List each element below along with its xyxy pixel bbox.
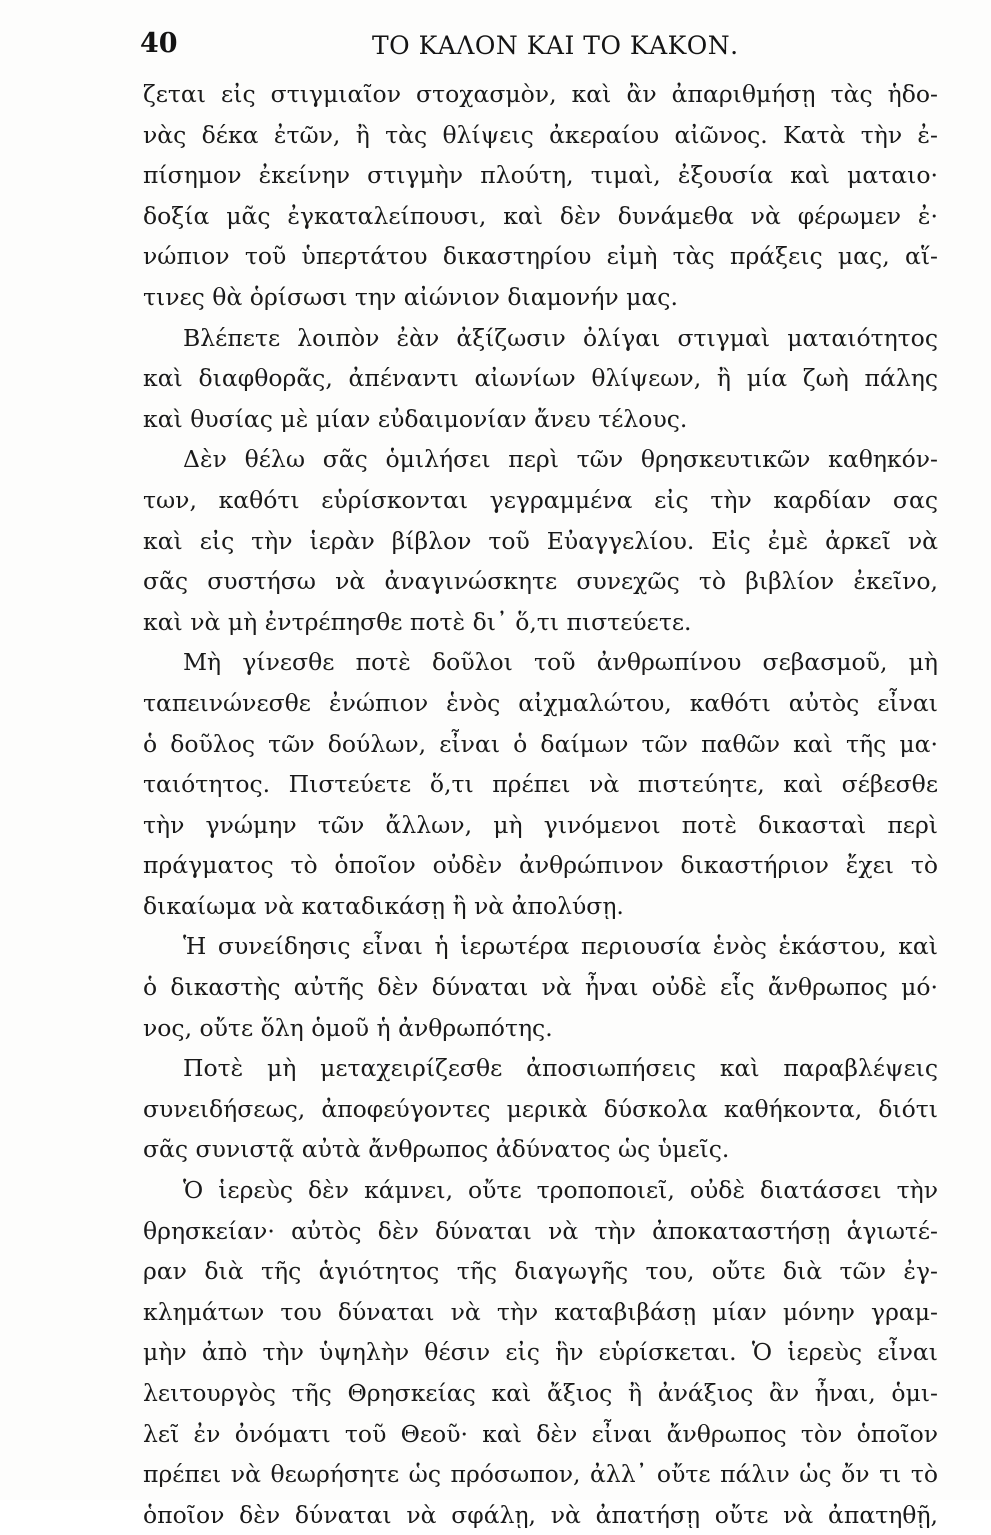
text-line: κλημάτων του δύναται νὰ τὴν καταβιβάσῃ μίαν μόνην γραμ- [143, 1297, 938, 1326]
body-text [143, 74, 938, 1535]
page-number: 40 [140, 28, 178, 59]
text-line: πρέπει νὰ θεωρήσητε ὡς πρόσωπον, ἀλλ᾽ οὔτε πάλιν ὡς ὄν τι τὸ [143, 1460, 938, 1489]
text-line: ὁ δικαστὴς αὐτῆς δὲν δύναται νὰ ἦναι οὐδὲ εἷς ἄνθρωπος μό· [143, 973, 938, 1002]
text-line: δικαίωμα νὰ καταδικάσῃ ἢ νὰ ἀπολύσῃ. [143, 891, 624, 920]
text-line: πίσημον ἐκείνην στιγμὴν πλούτη, τιμαὶ, ἐξουσία καὶ ματαιο· [143, 161, 938, 190]
text-line: καὶ θυσίας μὲ μίαν εὐδαιμονίαν ἄνευ τέλους. [143, 404, 688, 433]
text-line: λεῖ ἐν ὀνόματι τοῦ Θεοῦ· καὶ δὲν εἶναι ἄνθρωπος τὸν ὁποῖον [143, 1419, 938, 1448]
running-title: ΤΟ ΚΑΛΟΝ ΚΑΙ ΤΟ ΚΑΚΟΝ. [372, 31, 739, 60]
text-line: σᾶς συστήσω νὰ ἀναγινώσκητε συνεχῶς τὸ βιβλίον ἐκεῖνο, [143, 567, 938, 596]
text-line: Ἡ συνείδησις εἶναι ἡ ἱερωτέρα περιουσία ἑνὸς ἑκάστου, καὶ [183, 932, 938, 961]
text-line: τὴν γνώμην τῶν ἄλλων, μὴ γινόμενοι ποτὲ δικασταὶ περὶ [143, 810, 938, 839]
text-line: σᾶς συνιστᾷ αὐτὰ ἄνθρωπος ἀδύνατος ὡς ὑμεῖς. [143, 1135, 730, 1164]
text-line: καὶ εἰς τὴν ἱερὰν βίβλον τοῦ Εὐαγγελίου. Εἰς ἐμὲ ἀρκεῖ νὰ [143, 526, 938, 555]
text-line: ὁ δοῦλος τῶν δούλων, εἶναι ὁ δαίμων τῶν παθῶν καὶ τῆς μα· [143, 729, 938, 758]
text-line: ταπεινώνεσθε ἐνώπιον ἑνὸς αἰχμαλώτου, καθότι αὐτὸς εἶναι [143, 688, 938, 717]
text-line: Ὁ ἱερεὺς δὲν κάμνει, οὔτε τροποποιεῖ, οὐδὲ διατάσσει τὴν [183, 1176, 938, 1205]
text-line: ραν διὰ τῆς ἁγιότητος τῆς διαγωγῆς του, οὔτε διὰ τῶν ἐγ- [143, 1257, 938, 1286]
text-line: νώπιον τοῦ ὑπερτάτου δικαστηρίου εἰμὴ τὰς πράξεις μας, αἵ- [143, 242, 938, 271]
text-line: νὰς δέκα ἐτῶν, ἢ τὰς θλίψεις ἀκεραίου αἰῶνος. Κατὰ τὴν ἐ- [143, 120, 938, 149]
text-line: μὴν ἀπὸ τὴν ὑψηλὴν θέσιν εἰς ἣν εὑρίσκεται. Ὁ ἱερεὺς εἶναι [143, 1338, 938, 1367]
text-line: θρησκείαν· αὐτὸς δὲν δύναται νὰ τὴν ἀποκαταστήσῃ ἁγιωτέ- [143, 1216, 938, 1245]
text-line: των, καθότι εὑρίσκονται γεγραμμένα εἰς τὴν καρδίαν σας [143, 485, 938, 514]
text-line: λειτουργὸς τῆς Θρησκείας καὶ ἄξιος ἢ ἀνάξιος ἂν ἦναι, ὁμι- [143, 1379, 938, 1407]
text-line: δοξία μᾶς ἐγκαταλείπουσι, καὶ δὲν δυνάμεθα νὰ φέρωμεν ἐ· [143, 201, 938, 230]
text-line: καὶ διαφθορᾶς, ἀπέναντι αἰωνίων θλίψεων, ἢ μία ζωὴ πάλης [143, 364, 938, 393]
text-line: Βλέπετε λοιπὸν ἐὰν ἀξίζωσιν ὀλίγαι στιγμαὶ ματαιότητος [183, 323, 938, 352]
text-line: Ποτὲ μὴ μεταχειρίζεσθε ἀποσιωπήσεις καὶ παραβλέψεις [183, 1054, 938, 1083]
text-line: πράγματος τὸ ὁποῖον οὐδὲν ἀνθρώπινον δικαστήριον ἔχει τὸ [143, 851, 938, 880]
text-line: καὶ νὰ μὴ ἐντρέπησθε ποτὲ δι᾽ ὅ,τι πιστεύετε. [143, 607, 692, 636]
text-line: ταιότητος. Πιστεύετε ὅ,τι πρέπει νὰ πιστεύητε, καὶ σέβεσθε [143, 770, 938, 799]
text-line: ζεται εἰς στιγμιαῖον στοχασμὸν, καὶ ἂν ἀπαριθμήσῃ τὰς ἡδο- [143, 80, 938, 108]
text-line: νος, οὔτε ὅλη ὁμοῦ ἡ ἀνθρωπότης. [143, 1013, 553, 1042]
text-line: συνειδήσεως, ἀποφεύγοντες μερικὰ δύσκολα καθήκοντα, διότι [143, 1094, 938, 1123]
text-line: Δὲν θέλω σᾶς ὁμιλήσει περὶ τῶν θρησκευτικῶν καθηκόν- [183, 445, 938, 474]
text-line: τινες θὰ ὁρίσωσι την αἰώνιον διαμονήν μας. [143, 282, 678, 311]
text-line: Μὴ γίνεσθε ποτὲ δοῦλοι τοῦ ἀνθρωπίνου σεβασμοῦ, μὴ [183, 648, 938, 677]
running-head [140, 28, 940, 64]
text-line: ὁποῖον δὲν δύναται νὰ σφάλῃ, νὰ ἀπατήσῃ οὔτε νὰ ἀπατηθῇ, [143, 1500, 938, 1529]
